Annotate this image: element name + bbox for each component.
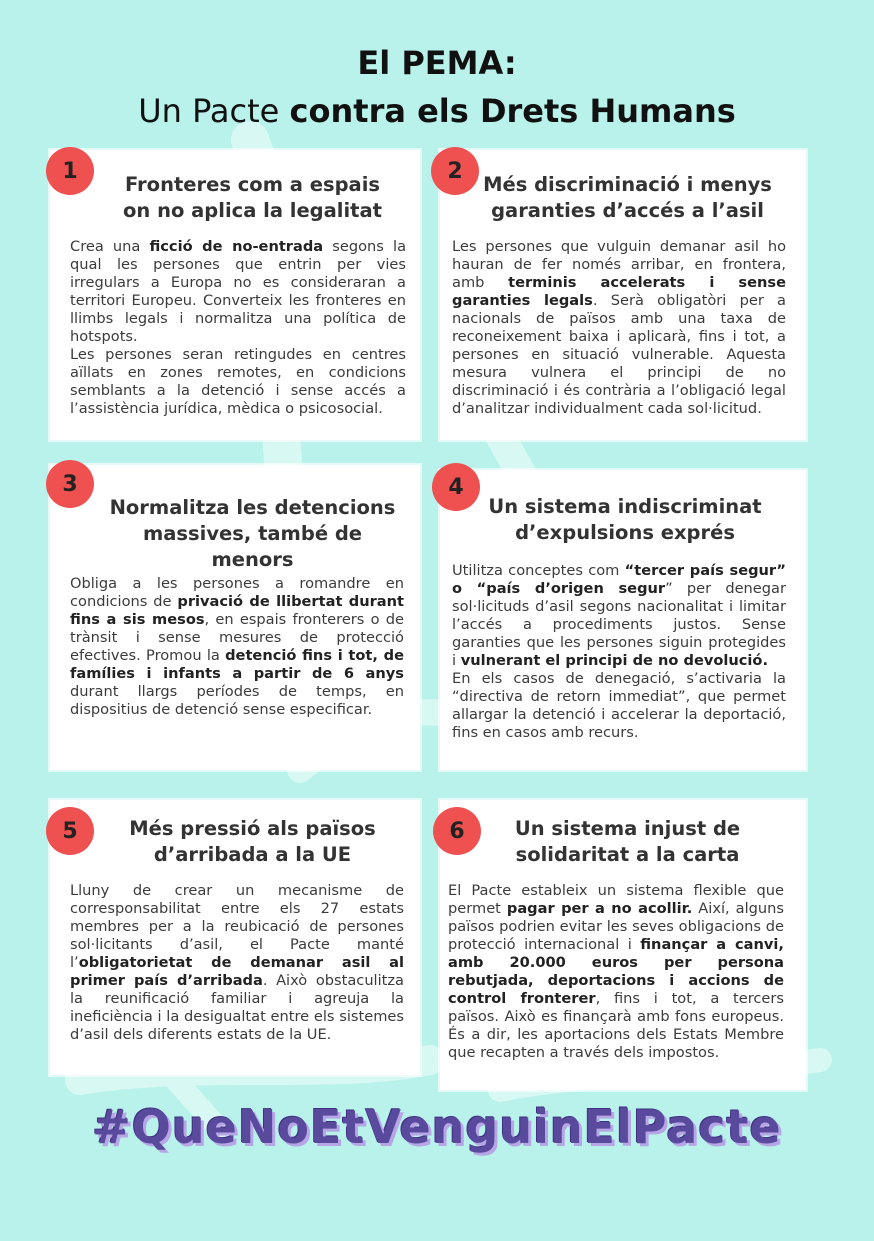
card-paragraph xyxy=(70,238,406,346)
card-body xyxy=(70,882,404,1044)
bold-text: detenció fins i tot, de famílies i infants a partir de 6 anys xyxy=(70,647,404,682)
text-run: , fins i tot, a tercers països. Això es finançarà amb fons europeus. És a dir, les aportacions dels Estats Membre que recapten a través dels impostos. xyxy=(448,990,785,1061)
card-number-badge: 2 xyxy=(431,147,479,195)
card-number-badge: 4 xyxy=(432,463,480,511)
card-body xyxy=(448,882,784,1062)
card-paragraph xyxy=(70,346,406,418)
text-run: Obliga a les persones a romandre en condicions de xyxy=(70,575,404,610)
text-run: segons la qual les persones que entrin per vies irregulars a Europa no es consideraran a territori Europeu. Converteix les fronteres en llimbs legals i normalitza una política de hotspots. xyxy=(70,238,407,345)
text-run: El Pacte estableix un sistema flexible que permet xyxy=(448,882,784,917)
card-heading: Més pressió als països d’arribada a la UE xyxy=(129,817,376,866)
bold-text: obligatorietat de demanar asil al primer país d’arribada xyxy=(70,954,404,989)
card-5 xyxy=(50,800,420,1075)
text-run: durant llargs períodes de temps, en dispositius de detenció sense especificar. xyxy=(70,683,404,718)
card-paragraph xyxy=(70,882,404,1044)
card-paragraph xyxy=(452,238,786,418)
card-paragraph xyxy=(70,575,404,719)
card-number-badge: 1 xyxy=(46,147,94,195)
card-number-badge: 5 xyxy=(46,807,94,855)
text-run: Les persones seran retingudes en centres aïllats en zones remotes, en condicions semblants a la detenció i sense accés a l’assistència jurídica, mèdica o psicosocial. xyxy=(70,346,406,417)
bold-text: pagar per a no acollir. xyxy=(506,900,693,917)
card-3 xyxy=(50,465,420,770)
text-run: ” per denegar sol·licituds d’asil segons nacionalitat i limitar l’accés a procediments justos. Sense garanties que les persones siguin protegides i xyxy=(452,580,786,669)
text-run: Crea una xyxy=(70,238,150,255)
text-run: , en espais fronterers o de trànsit i sense mesures de protecció efectives. Promou la xyxy=(70,611,404,664)
bold-text: terminis accelerats i sense garanties legals xyxy=(452,274,786,309)
text-run: Així, alguns països podrien evitar les seves obligacions de protecció internacional i xyxy=(448,900,784,953)
card-heading: Un sistema indiscriminat d’expulsions exprés xyxy=(488,495,762,544)
card-6 xyxy=(440,800,806,1090)
card-body xyxy=(70,238,406,418)
bold-text: ficció de no-entrada xyxy=(149,238,324,255)
card-heading: Fronteres com a espais on no aplica la legalitat xyxy=(123,173,382,222)
bold-text: vulnerant el principi de no devolució. xyxy=(460,652,769,669)
text-run: Les persones que vulguin demanar asil ho hauran de fer només arribar, en frontera, amb xyxy=(452,238,786,291)
card-2 xyxy=(440,150,806,440)
page-title: El PEMA: xyxy=(357,44,517,82)
card-1 xyxy=(50,150,420,440)
card-paragraph xyxy=(452,670,786,742)
text-run: . Això obstaculitza la reunificació familiar i agreuja la ineficiència i la desigualtat entre els sistemes d’asil dels diferents estats de la UE. xyxy=(70,972,404,1043)
card-number-badge: 6 xyxy=(433,807,481,855)
card-paragraph xyxy=(448,882,784,1062)
card-paragraph xyxy=(452,562,786,670)
card-heading: Un sistema injust de solidaritat a la carta xyxy=(514,817,741,866)
text-run: Lluny de crear un mecanisme de corresponsabilitat entre els 27 estats membres per a la reubicació de persones sol·licitants d’asil, el Pacte manté l’ xyxy=(70,882,404,971)
bold-text: “tercer país segur” o “país d’origen segur xyxy=(452,562,786,597)
text-run: . Serà obligatòri per a nacionals de països amb una taxa de reconeixement baixa i aplicarà, fins i tot, a persones en situació vulnerable. Aquesta mesura vulnera el principi de no discriminació i és contrària a l’obligació legal d’analitzar individualment cada sol·licitud. xyxy=(452,292,787,417)
text-run: En els casos de denegació, s’activaria la “directiva de retorn immediat”, que permet allargar la detenció i accelerar la deportació, fins en casos amb recurs. xyxy=(452,670,786,741)
hashtag: #QueNoEtVenguinElPacte xyxy=(92,1100,782,1154)
card-body xyxy=(70,575,404,719)
card-body xyxy=(452,562,786,742)
bold-text: privació de llibertat durant fins a sis mesos xyxy=(70,593,404,628)
card-number-badge: 3 xyxy=(46,460,94,508)
bold-text: finançar a canvi, amb 20.000 euros per persona rebutjada, deportacions i accions de control fronterer xyxy=(448,936,784,1007)
card-4 xyxy=(440,470,806,770)
page-subtitle: Un Pacte contra els Drets Humans xyxy=(138,92,736,130)
card-heading: Normalitza les detencions massives, també de menors xyxy=(109,496,396,571)
text-run: Utilitza conceptes com xyxy=(452,562,625,579)
card-body xyxy=(452,238,786,418)
card-heading: Més discriminació i menys garanties d’accés a l’asil xyxy=(483,173,772,222)
